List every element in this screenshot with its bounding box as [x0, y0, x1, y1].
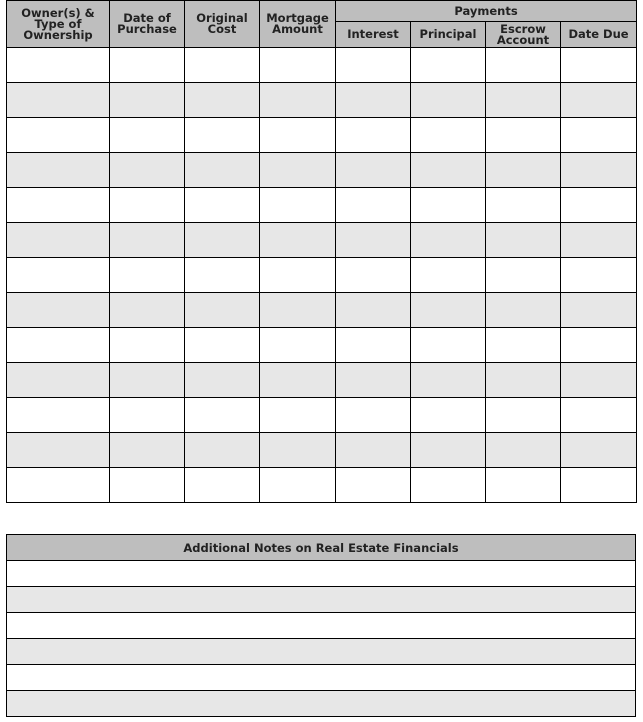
date-of-purchase-cell[interactable]: [110, 293, 185, 328]
date-of-purchase-cell[interactable]: [110, 328, 185, 363]
table-row: [7, 223, 637, 258]
table-row: [7, 118, 637, 153]
interest-cell[interactable]: [336, 118, 411, 153]
mortgage-amount-cell[interactable]: [260, 433, 336, 468]
interest-cell[interactable]: [336, 258, 411, 293]
owners-cell[interactable]: [7, 363, 110, 398]
owners-cell[interactable]: [7, 433, 110, 468]
principal-cell[interactable]: [411, 118, 486, 153]
mortgage-amount-cell[interactable]: [260, 48, 336, 83]
notes-row: [7, 691, 636, 717]
date-due-cell[interactable]: [561, 258, 637, 293]
escrow-account-cell[interactable]: [486, 258, 561, 293]
notes-row: [7, 613, 636, 639]
mortgage-amount-cell[interactable]: [260, 118, 336, 153]
finance-table-body: [7, 48, 637, 503]
interest-cell[interactable]: [336, 433, 411, 468]
interest-cell[interactable]: [336, 223, 411, 258]
escrow-account-cell[interactable]: [486, 293, 561, 328]
mortgage-amount-cell[interactable]: [260, 328, 336, 363]
table-row: [7, 363, 637, 398]
interest-cell[interactable]: [336, 328, 411, 363]
mortgage-amount-column-header: Mortgage Amount: [260, 1, 336, 48]
mortgage-amount-cell[interactable]: [260, 223, 336, 258]
original-cost-cell[interactable]: [185, 468, 260, 503]
interest-cell[interactable]: [336, 293, 411, 328]
escrow-account-cell[interactable]: [486, 328, 561, 363]
notes-line-cell[interactable]: [7, 665, 636, 691]
principal-cell[interactable]: [411, 328, 486, 363]
interest-cell[interactable]: [336, 83, 411, 118]
table-row: [7, 398, 637, 433]
notes-row: [7, 587, 636, 613]
owners-cell[interactable]: [7, 48, 110, 83]
date-due-cell[interactable]: [561, 223, 637, 258]
table-row: [7, 293, 637, 328]
date-of-purchase-cell[interactable]: [110, 188, 185, 223]
date-of-purchase-cell[interactable]: [110, 468, 185, 503]
table-row: [7, 468, 637, 503]
mortgage-amount-cell[interactable]: [260, 363, 336, 398]
mortgage-amount-cell[interactable]: [260, 83, 336, 118]
owners-cell[interactable]: [7, 468, 110, 503]
date-of-purchase-cell[interactable]: [110, 223, 185, 258]
original-cost-cell[interactable]: [185, 363, 260, 398]
original-cost-cell[interactable]: [185, 118, 260, 153]
owners-cell[interactable]: [7, 118, 110, 153]
date-of-purchase-cell[interactable]: [110, 363, 185, 398]
payments-group-header: Payments: [336, 1, 637, 22]
mortgage-amount-cell[interactable]: [260, 468, 336, 503]
escrow-account-cell[interactable]: [486, 188, 561, 223]
original-cost-cell[interactable]: [185, 433, 260, 468]
date-due-cell[interactable]: [561, 153, 637, 188]
mortgage-amount-cell[interactable]: [260, 398, 336, 433]
interest-cell[interactable]: [336, 188, 411, 223]
principal-cell[interactable]: [411, 258, 486, 293]
owners-cell[interactable]: [7, 258, 110, 293]
original-cost-cell[interactable]: [185, 223, 260, 258]
principal-cell[interactable]: [411, 223, 486, 258]
escrow-account-cell[interactable]: [486, 118, 561, 153]
table-row: [7, 433, 637, 468]
principal-cell[interactable]: [411, 293, 486, 328]
notes-line-cell[interactable]: [7, 613, 636, 639]
owners-cell[interactable]: [7, 328, 110, 363]
escrow-account-cell[interactable]: [486, 83, 561, 118]
principal-cell[interactable]: [411, 48, 486, 83]
date-of-purchase-cell[interactable]: [110, 153, 185, 188]
escrow-account-cell[interactable]: [486, 223, 561, 258]
interest-cell[interactable]: [336, 153, 411, 188]
interest-cell[interactable]: [336, 363, 411, 398]
table-row: [7, 153, 637, 188]
interest-cell[interactable]: [336, 398, 411, 433]
principal-cell[interactable]: [411, 188, 486, 223]
notes-line-cell[interactable]: [7, 587, 636, 613]
notes-table-body: [7, 561, 636, 717]
date-due-cell[interactable]: [561, 83, 637, 118]
date-due-cell[interactable]: [561, 48, 637, 83]
mortgage-amount-cell[interactable]: [260, 153, 336, 188]
notes-row: [7, 665, 636, 691]
escrow-account-cell[interactable]: [486, 468, 561, 503]
original-cost-cell[interactable]: [185, 328, 260, 363]
date-of-purchase-cell[interactable]: [110, 398, 185, 433]
owners-cell[interactable]: [7, 83, 110, 118]
date-of-purchase-cell[interactable]: [110, 83, 185, 118]
notes-line-cell[interactable]: [7, 639, 636, 665]
escrow-account-cell[interactable]: [486, 363, 561, 398]
notes-title: Additional Notes on Real Estate Financials: [7, 535, 636, 561]
notes-row: [7, 639, 636, 665]
date-of-purchase-cell[interactable]: [110, 48, 185, 83]
date-of-purchase-column-header: Date of Purchase: [110, 1, 185, 48]
principal-column-header: Principal: [411, 22, 486, 48]
interest-cell[interactable]: [336, 48, 411, 83]
notes-line-cell[interactable]: [7, 691, 636, 717]
date-due-cell[interactable]: [561, 363, 637, 398]
original-cost-cell[interactable]: [185, 83, 260, 118]
date-due-cell[interactable]: [561, 188, 637, 223]
original-cost-column-header: Original Cost: [185, 1, 260, 48]
date-due-cell[interactable]: [561, 433, 637, 468]
principal-cell[interactable]: [411, 398, 486, 433]
interest-cell[interactable]: [336, 468, 411, 503]
owners-cell[interactable]: [7, 223, 110, 258]
date-due-cell[interactable]: [561, 398, 637, 433]
mortgage-amount-cell[interactable]: [260, 258, 336, 293]
owners-cell[interactable]: [7, 398, 110, 433]
principal-cell[interactable]: [411, 83, 486, 118]
table-row: [7, 188, 637, 223]
escrow-account-cell[interactable]: [486, 398, 561, 433]
mortgage-amount-cell[interactable]: [260, 188, 336, 223]
owners-cell[interactable]: [7, 188, 110, 223]
additional-notes-table: [6, 534, 636, 717]
interest-column-header: Interest: [336, 22, 411, 48]
date-due-cell[interactable]: [561, 118, 637, 153]
owners-cell[interactable]: [7, 153, 110, 188]
principal-cell[interactable]: [411, 433, 486, 468]
escrow-account-cell[interactable]: [486, 433, 561, 468]
date-due-cell[interactable]: [561, 468, 637, 503]
owners-cell[interactable]: [7, 293, 110, 328]
original-cost-cell[interactable]: [185, 398, 260, 433]
owners-column-header: Owner(s) & Type of Ownership: [7, 1, 110, 48]
date-due-column-header: Date Due: [561, 22, 637, 48]
real-estate-financials-table: [6, 0, 637, 503]
principal-cell[interactable]: [411, 363, 486, 398]
table-row: [7, 83, 637, 118]
date-due-cell[interactable]: [561, 293, 637, 328]
escrow-account-cell[interactable]: [486, 48, 561, 83]
table-row: [7, 258, 637, 293]
original-cost-cell[interactable]: [185, 293, 260, 328]
original-cost-cell[interactable]: [185, 48, 260, 83]
principal-cell[interactable]: [411, 468, 486, 503]
original-cost-cell[interactable]: [185, 188, 260, 223]
escrow-account-cell[interactable]: [486, 153, 561, 188]
principal-cell[interactable]: [411, 153, 486, 188]
table-row: [7, 328, 637, 363]
escrow-account-column-header: Escrow Account: [486, 22, 561, 48]
original-cost-cell[interactable]: [185, 258, 260, 293]
date-of-purchase-cell[interactable]: [110, 433, 185, 468]
date-of-purchase-cell[interactable]: [110, 118, 185, 153]
notes-row: [7, 561, 636, 587]
original-cost-cell[interactable]: [185, 153, 260, 188]
date-due-cell[interactable]: [561, 328, 637, 363]
notes-line-cell[interactable]: [7, 561, 636, 587]
date-of-purchase-cell[interactable]: [110, 258, 185, 293]
table-row: [7, 48, 637, 83]
mortgage-amount-cell[interactable]: [260, 293, 336, 328]
